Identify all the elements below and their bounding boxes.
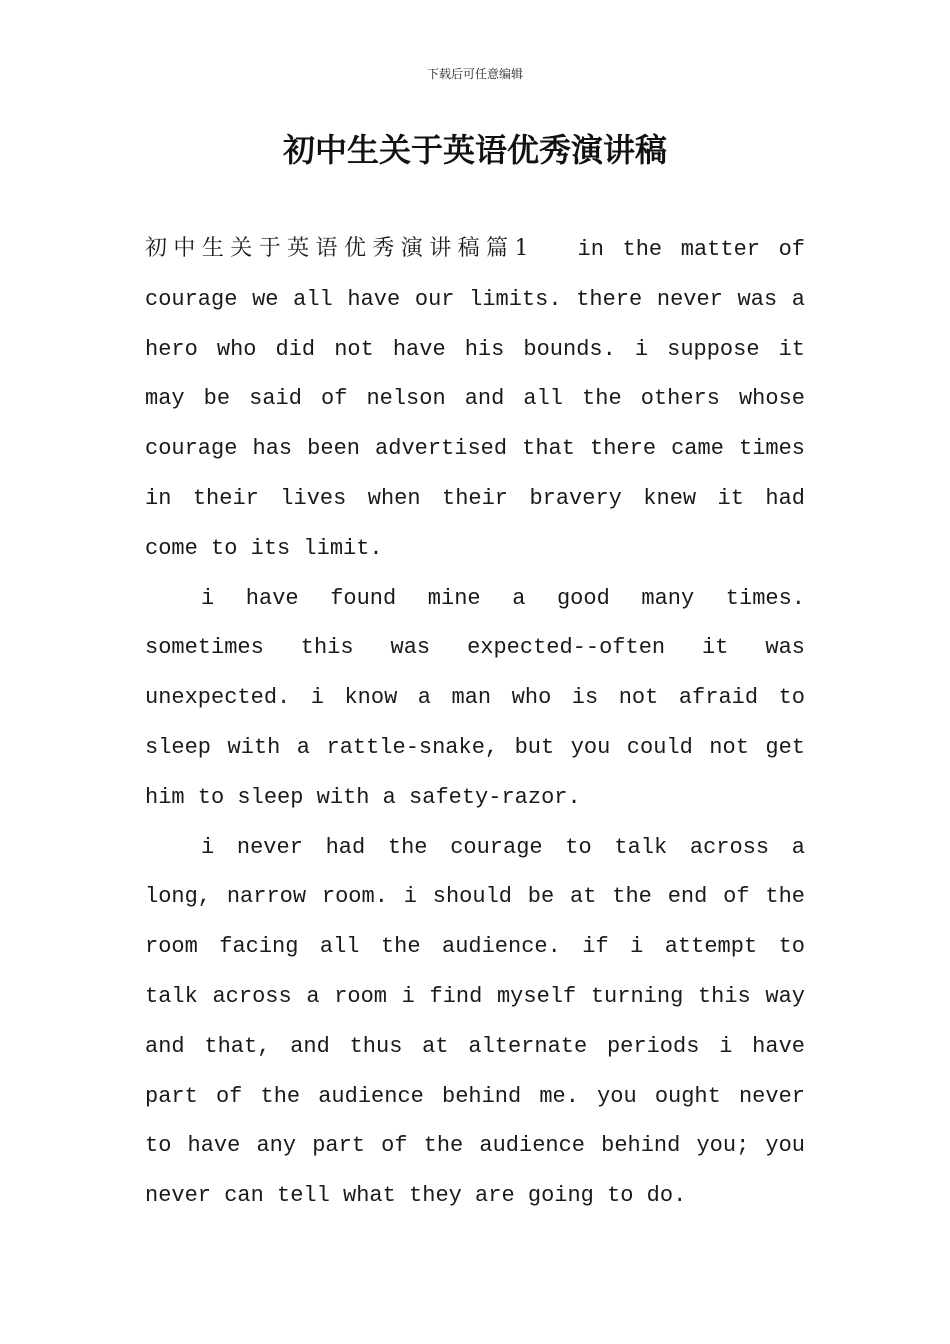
paragraph-3 [145, 823, 805, 1221]
section-heading: 初中生关于英语优秀演讲稿篇1 [145, 236, 530, 261]
paragraph-2 [145, 574, 805, 823]
paragraph-text: in the matter of courage we all have our limits. there never was a hero who did not have his bounds. i suppose it may be said of nelson and all the others whose courage has been advertised that there came times in their lives when their bravery knew it had come to its limit. [145, 237, 806, 561]
document-title: 初中生关于英语优秀演讲稿 [282, 131, 667, 169]
document-body [145, 224, 805, 1221]
paragraph-1 [145, 224, 805, 574]
paragraph-text: i never had the courage to talk across a long, narrow room. i should be at the end of the room facing all the audience. if i attempt to talk across a room i find myself turning this way and that, and thus at alternate periods i have part of the audience behind me. you ought never to have any part of the audience behind you; you never can tell what they are going to do. [145, 834, 805, 1209]
header-note: 下载后可任意编辑 [426, 67, 523, 81]
paragraph-text: i have found mine a good many times. sometimes this was expected--often it was unexpected. i know a man who is not afraid to sleep with a rattle-snake, but you could not get him to sleep with a safety-razor. [145, 585, 805, 810]
